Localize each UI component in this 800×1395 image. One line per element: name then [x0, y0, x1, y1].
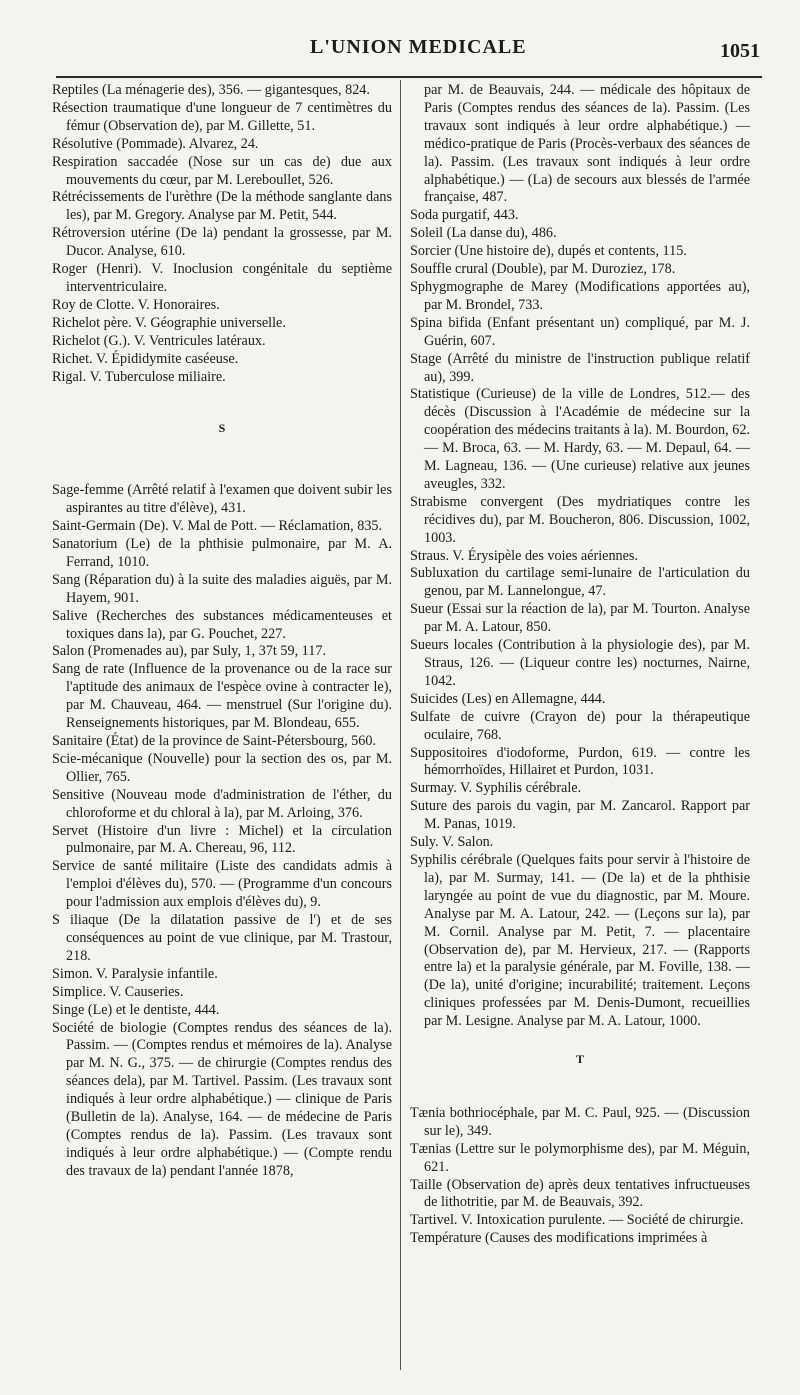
index-entry: Reptiles (La ménagerie des), 356. — gigantesques, 824. [52, 82, 370, 98]
index-entry: Strabisme convergent (Des mydriatiques contre les récidives du), par M. Boucheron, 806. Discussion, 1002, 1003. [410, 493, 750, 546]
index-entry: Stage (Arrêté du ministre de l'instruction publique relatif au), 399. [410, 350, 750, 385]
index-entry: Salon (Promenades au), par Suly, 1, 37t 59, 117. [52, 643, 326, 660]
index-entry: Souffle crural (Double), par M. Duroziez, 178. [410, 261, 676, 278]
index-entry: Sanitaire (État) de la province de Saint-Pétersbourg, 560. [52, 733, 376, 749]
header-rule [56, 76, 762, 78]
page-number: 1051 [720, 40, 760, 62]
index-entry-continuation: par M. de Beauvais, 244. — médicale des hôpitaux de Paris (Comptes rendus des séances de la). Passim. (Les travaux sont indiqués à leur ordre alphabétique.) — médico-pratique de Paris (Procès-verbaux des séances de la). Passim. (Les travaux sont indiqués à leur ordre alphabétique.) — (La) de secours aux blessés de l'armée française, 487. [424, 82, 750, 206]
index-entry: Sang (Réparation du) à la suite des maladies aiguës, par M. Hayem, 901. [52, 571, 392, 606]
index-entry: Servet (Histoire d'un livre : Michel) et la circulation pulmonaire, par M. A. Chereau, 96, 112. [52, 822, 392, 857]
index-entry: Rétrécissements de l'urèthre (De la méthode sanglante dans les), par M. Gregory. Analyse par M. Petit, 544. [52, 189, 392, 224]
right-column [410, 82, 750, 1248]
index-entry: Suppositoires d'iodoforme, Purdon, 619. — contre les hémorrhoïdes, Hillairet et Purdon, 1031. [410, 744, 750, 779]
index-entry: Sanatorium (Le) de la phthisie pulmonaire, par M. A. Ferrand, 1010. [52, 536, 392, 570]
running-title: L'UNION MEDICALE [310, 36, 527, 58]
index-entry: Suicides (Les) en Allemagne, 444. [410, 690, 606, 707]
index-entry: Sueur (Essai sur la réaction de la), par M. Tourton. Analyse par M. A. Latour, 850. [410, 601, 750, 636]
index-entry: Surmay. V. Syphilis cérébrale. [410, 780, 582, 797]
index-entry: Spina bifida (Enfant présentant un) compliqué, par M. J. Guérin, 607. [410, 314, 750, 349]
index-entry: Sensitive (Nouveau mode d'administration de l'éther, du chloroforme et du chloral à la), par M. Arloing, 376. [52, 786, 392, 821]
entries-r [52, 82, 392, 386]
index-entry: Straus. V. Érysipèle des voies aériennes. [410, 547, 639, 564]
index-entry: Résolutive (Pommade). Alvarez, 24. [52, 135, 259, 152]
index-entry: Rétroversion utérine (De la) pendant la grossesse, par M. Ducor. Analyse, 610. [52, 225, 392, 260]
index-entry: Saint-Germain (De). V. Mal de Pott. — Réclamation, 835. [52, 518, 383, 535]
index-entry: Tænias (Lettre sur le polymorphisme des), par M. Méguin, 621. [410, 1140, 750, 1175]
index-entry: Richelot père. V. Géographie universelle. [52, 314, 286, 331]
letter-heading-t: T [575, 1052, 584, 1067]
page-header [40, 28, 760, 68]
index-entry: Tænia bothriocéphale, par M. C. Paul, 925. — (Discussion sur le), 349. [410, 1104, 750, 1139]
index-entry: Richet. V. Épididymite caséeuse. [52, 350, 239, 367]
index-entry: Roy de Clotte. V. Honoraires. [52, 296, 220, 313]
index-entry: Sulfate de cuivre (Crayon de) pour la thérapeutique oculaire, 768. [410, 708, 750, 743]
index-entry: Simon. V. Paralysie infantile. [52, 965, 218, 982]
index-entry: Sueurs locales (Contribution à la physiologie des), par M. Straus, 126. — (Liqueur contre les) nocturnes, Nairne, 1042. [410, 637, 750, 689]
index-entry: Scie-mécanique (Nouvelle) pour la section des os, par M. Ollier, 765. [52, 750, 392, 785]
index-entry: Statistique (Curieuse) de la ville de Londres, 512.— des décès (Discussion à l'Académie de médecine sur la coopération des médecins traitants à la). M. Bourdon, 62. — M. Broca, 63. — M. Hardy, 63. — M. Depaul, 64. — M. Lagneau, 136. — (Une curieuse) relative aux jeunes aveugles, 332. [410, 386, 750, 492]
index-entry: Suture des parois du vagin, par M. Zancarol. Rapport par M. Panas, 1019. [410, 798, 750, 833]
index-entry: Sage-femme (Arrêté relatif à l'examen que doivent subir les aspirantes au titre d'élève), 431. [52, 482, 392, 517]
index-entry: Roger (Henri). V. Inoclusion congénitale du septième interventriculaire. [52, 261, 392, 295]
index-entry: Résection traumatique d'une longueur de 7 centimètres du fémur (Observation de), par M. Gillette, 51. [52, 99, 392, 134]
index-entry: Sang de rate (Influence de la provenance ou de la race sur l'aptitude des animaux de l'espèce ovine à contracter le), par M. Chauveau, 464. — menstruel (Sur l'origine du). Renseignements historiques, par M. Blondeau, 655. [52, 661, 392, 732]
index-entry: Soleil (La danse du), 486. [410, 225, 557, 242]
index-entry: Simplice. V. Causeries. [52, 983, 184, 1000]
entries-t [410, 1105, 750, 1248]
entries-s [52, 482, 392, 1180]
index-entry: Sphygmographe de Marey (Modifications apportées au), par M. Brondel, 733. [410, 278, 750, 313]
index-entry: Société de biologie (Comptes rendus des séances de la). Passim. — (Comptes rendus et mémoires de la). Analyse par M. N. G., 375. — de chirurgie (Comptes rendus des séances dela), par M. Tartivel. Passim. (Les travaux sont indiqués à leur ordre alphabétique.) — clinique de Paris (Bulletin de la). Analyse, 164. — de médecine de Paris (Comptes rendus de la). Passim. (Les travaux sont indiqués à leur ordre alphabétique.) — (Compte rendu des travaux de la) pendant l'année 1878, [52, 1019, 392, 1179]
index-entry: Taille (Observation de) après deux tentatives infructueuses de lithotritie, par M. de Beauvais, 392. [410, 1176, 750, 1211]
index-entry: Singe (Le) et le dentiste, 444. [52, 1001, 220, 1018]
index-entry: Température (Causes des modifications imprimées à [410, 1230, 708, 1247]
column-divider [400, 80, 401, 1370]
index-entry: Respiration saccadée (Nose sur un cas de) due aux mouvements du cœur, par M. Lereboullet, 526. [52, 153, 392, 188]
index-entry: Tartivel. V. Intoxication purulente. — Société de chirurgie. [410, 1212, 744, 1229]
index-entry: Suly. V. Salon. [410, 834, 494, 851]
index-entry: Subluxation du cartilage semi-lunaire de l'articulation du genou, par M. Lannelongue, 47. [410, 565, 750, 600]
index-entry: Syphilis cérébrale (Quelques faits pour servir à l'histoire de la), par M. Surmay, 141. — (De la) et de la phthisie laryngée au point de vue du diagnostic, par M. Moure. Analyse par M. A. Latour, 242. — (Leçons sur la), par M. Cornil. Analyse par M. Petit, 7. — placentaire (Observation de), par M. Hervieux, 217. — (Rapports entre la) et la paralysie générale, par M. Foville, 138. — (De la), unité d'origine; incurabilité; traitement. Leçons cliniques professées par M. Denis-Dumont, recueillies par M. Lesigne. Analyse par M. A. Latour, 1000. [410, 851, 750, 1030]
index-entry: Salive (Recherches des substances médicamenteuses et toxiques dans la), par G. Pouchet, 227. [52, 607, 392, 642]
index-entry: Sorcier (Une histoire de), dupés et contents, 115. [410, 243, 687, 260]
index-entry: Service de santé militaire (Liste des candidats admis à l'emploi d'élèves du), 570. — (Programme d'un concours pour l'admission aux emplois d'élèves du), 9. [52, 858, 392, 911]
left-column [52, 82, 392, 1181]
index-entry: Rigal. V. Tuberculose miliaire. [52, 368, 226, 385]
index-entry: Soda purgatif, 443. [410, 207, 519, 224]
index-entry: S iliaque (De la dilatation passive de l') et de ses conséquences au point de vue clinique, par M. Trastour, 218. [52, 912, 392, 964]
entries-s-continued [410, 82, 750, 1031]
index-entry: Richelot (G.). V. Ventricules latéraux. [52, 332, 266, 349]
letter-heading-s: S [218, 421, 226, 436]
